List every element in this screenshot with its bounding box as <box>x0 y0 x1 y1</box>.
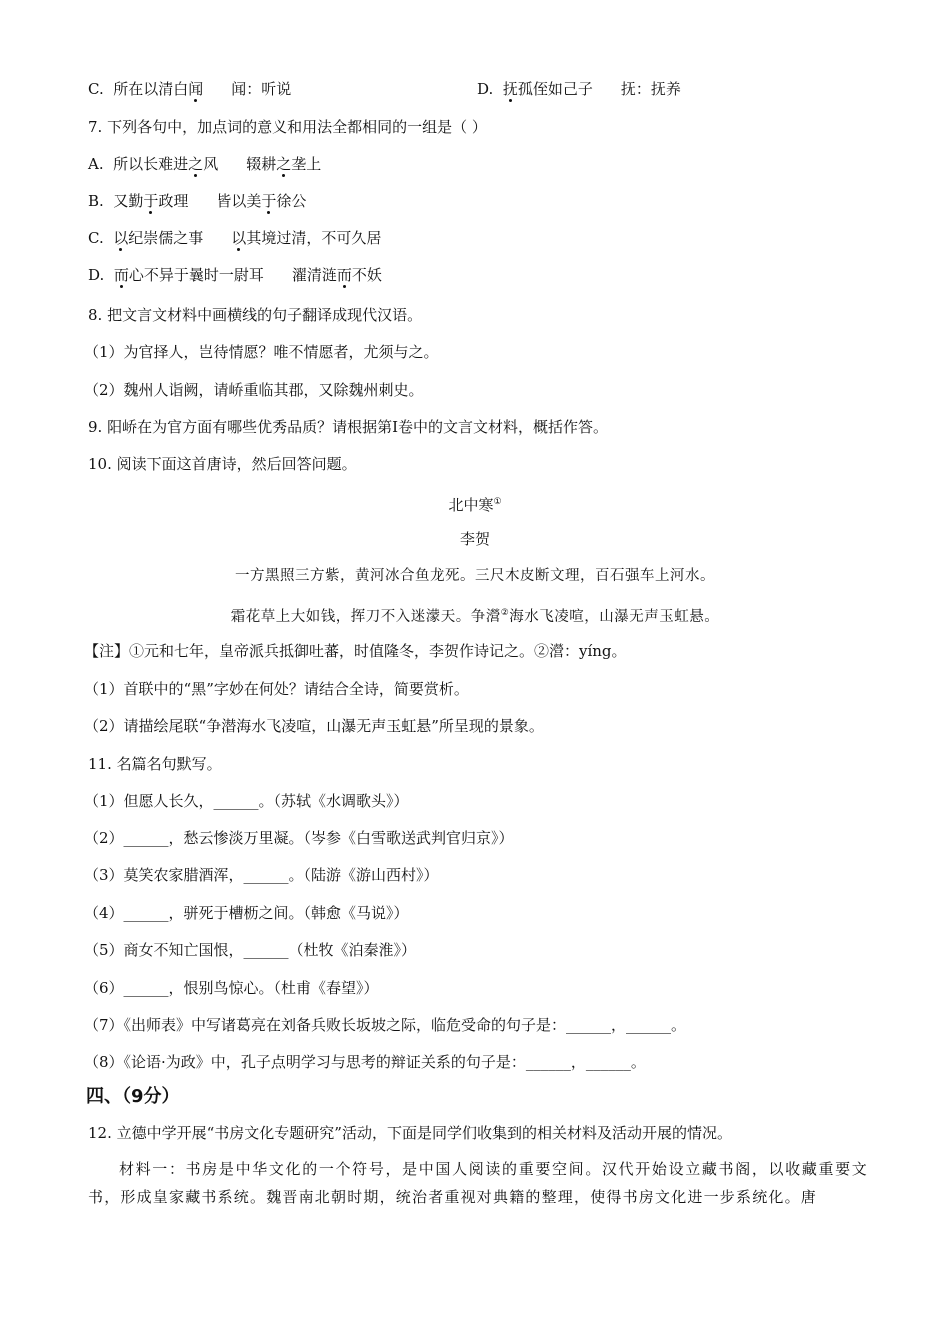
dotted-char: 于 <box>143 192 159 210</box>
q7-option-c: C. 以纪崇儒之事 以其境过清，不可久居 <box>88 229 382 247</box>
q8-stem: 8. 把文言文材料中画横线的句子翻译成现代汉语。 <box>88 306 423 324</box>
dotted-char: 之 <box>188 155 204 173</box>
q10-stem: 10. 阅读下面这首唐诗，然后回答问题。 <box>88 455 357 473</box>
dotted-char: 而 <box>336 266 352 284</box>
poem-author: 李贺 <box>459 530 490 548</box>
poem-line-1: 一方黑照三方紫，黄河冰合鱼龙死。三尺木皮断文理，百石强车上河水。 <box>235 568 715 584</box>
q6-option-d: D. 抚孤侄如己子 抚：抚养 <box>477 80 681 98</box>
q12-stem: 12. 立德中学开展“书房文化专题研究”活动，下面是同学们收集到的相关材料及活动开展的情况。 <box>88 1124 732 1142</box>
q12-material-1: 材料一：书房是中华文化的一个符号，是中国人阅读的重要空间。汉代开始设立藏书阁，以收藏重要文书，形成皇家藏书系统。魏晋南北朝时期，统治者重视对典籍的整理，使得书房文化进一步系统化。唐 <box>88 1160 868 1206</box>
dotted-char: 而 <box>113 266 129 284</box>
q11-item: （2）______，愁云惨淡万里凝。（岑参《白雪歌送武判官归京》） <box>84 829 514 847</box>
q11-item: （1）但愿人长久，______。（苏轼《水调歌头》） <box>84 792 409 810</box>
dotted-char: 于 <box>261 192 277 210</box>
q11-item: （6）______，恨别鸟惊心。（杜甫《春望》） <box>84 979 379 997</box>
q11-item: （7）《出师表》中写诸葛亮在刘备兵败长坂坡之际，临危受命的句子是：______，______。 <box>84 1016 687 1034</box>
q10-sub-1: （1）首联中的“黑”字妙在何处？请结合全诗，简要赏析。 <box>84 680 469 698</box>
poem-note: 【注】①元和七年，皇帝派兵抵御吐蕃，时值隆冬，李贺作诗记之。②瀯：yíng。 <box>84 642 627 660</box>
q7-stem: 7. 下列各句中，加点词的意义和用法全都相同的一组是（ ） <box>88 118 487 136</box>
q7-option-d: D. 而心不异于曩时一尉耳 濯清涟而不妖 <box>88 266 382 284</box>
q11-stem: 11. 名篇名句默写。 <box>88 755 222 773</box>
q7-option-b: B. 又勤于政理 皆以美于徐公 <box>88 192 307 210</box>
dotted-char: 闻 <box>188 80 204 98</box>
q8-sub-2: （2）魏州人诣阙，请峤重临其郡，又除魏州刺史。 <box>84 381 424 399</box>
q11-item: （3）莫笑农家腊酒浑，______。（陆游《游山西村》） <box>84 866 439 884</box>
dotted-char: 以 <box>231 229 247 247</box>
poem-line-2: 霜花草上大如钱，挥刀不入迷濛天。争瀯②海水飞凌喧，山瀑无声玉虹悬。 <box>230 608 720 625</box>
q6-option-c: C. 所在以清白闻 闻：听说 <box>88 80 292 98</box>
q8-sub-1: （1）为官择人，岂待情愿？唯不情愿者，尤须与之。 <box>84 343 439 361</box>
q10-sub-2: （2）请描绘尾联“争潜海水飞凌喧，山瀑无声玉虹悬”所呈现的景象。 <box>84 717 544 735</box>
dotted-char: 以 <box>113 229 129 247</box>
dotted-char: 之 <box>276 155 292 173</box>
poem-title: 北中寒① <box>448 496 502 514</box>
q11-item: （8）《论语·为政》中，孔子点明学习与思考的辩证关系的句子是：______，______。 <box>84 1053 646 1071</box>
dotted-char: 抚 <box>502 80 518 98</box>
q9-stem: 9. 阳峤在为官方面有哪些优秀品质？请根据第Ⅰ卷中的文言文材料，概括作答。 <box>88 418 609 436</box>
q7-option-a: A. 所以长难进之风 辍耕之垄上 <box>88 155 322 173</box>
q11-item: （4）______，骈死于槽枥之间。（韩愈《马说》） <box>84 904 409 922</box>
section-heading: 四、（9分） <box>86 1086 180 1107</box>
q11-item: （5）商女不知亡国恨，______（杜牧《泊秦淮》） <box>84 941 417 959</box>
